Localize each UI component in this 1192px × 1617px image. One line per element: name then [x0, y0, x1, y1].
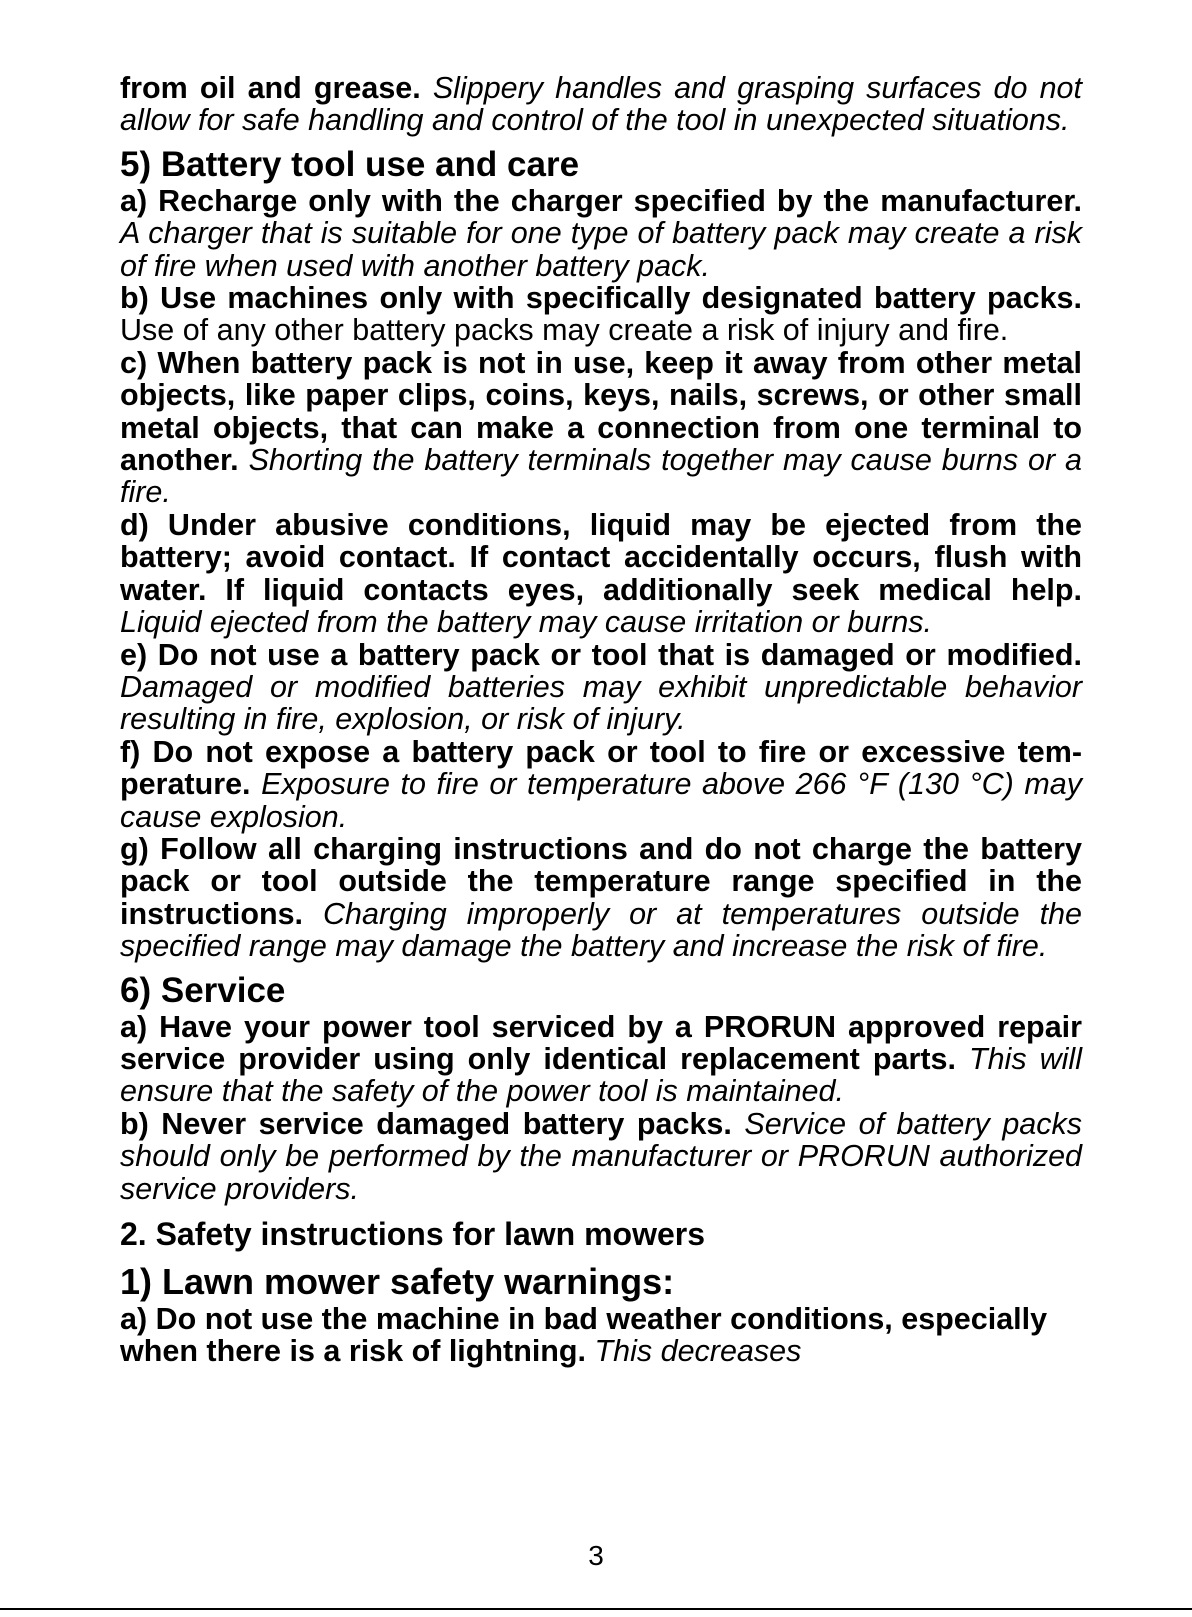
section-5-item-d: [120, 509, 1082, 639]
item-d-italic: Liquid ejected from the battery may cause irritation or burns.: [120, 605, 933, 640]
section-5-heading: 5) Battery tool use and care: [120, 144, 580, 184]
section-5-item-b: [120, 282, 1082, 347]
lawn-item-a: [120, 1303, 1082, 1368]
intro-bold: from oil and grease.: [120, 71, 421, 105]
item-e-bold: e) Do not use a battery pack or tool that is damaged or modified.: [120, 637, 1082, 672]
manual-page-body: [120, 72, 1082, 1368]
item-b-bold: b) Use machines only with specifically designated battery packs.: [120, 281, 1082, 316]
lawn-mower-warnings-heading: 1) Lawn mower safety warnings:: [120, 1261, 675, 1302]
item-g-bold: g) Follow all charging instructions and do not charge the battery pack or tool outside the temperature range specified in the instructions.: [120, 831, 1082, 931]
section-6-heading: 6) Service: [120, 970, 286, 1010]
section-6-item-a: [120, 1011, 1082, 1108]
item-c-bold: c) When battery pack is not in use, keep it away from other metal objects, like paper clips, coins, keys, nails, screws, or other small metal objects, that can make a connection from one terminal to another.: [120, 345, 1082, 478]
service-a-italic: This will ensure that the safety of the power tool is maintained.: [120, 1041, 1082, 1109]
item-d-bold: d) Under abusive conditions, liquid may be ejected from the battery; avoid contact. If contact accidentally occurs, flush with water. If liquid contacts eyes, additionally seek medical help.: [120, 507, 1082, 607]
item-b-text: Use of any other battery packs may create a risk of injury and fire.: [120, 313, 1009, 348]
item-a-italic: A charger that is suitable for one type of battery pack may create a risk of fire when used with another battery pack.: [120, 216, 1082, 283]
page-bottom-divider: [0, 1608, 1192, 1610]
item-f-italic: Exposure to fire or temperature above 266 °F (130 °C) may cause explosion.: [120, 767, 1082, 834]
section-5-item-e: [120, 639, 1082, 736]
intro-paragraph: [120, 72, 1082, 137]
page-number: 3: [588, 1540, 604, 1571]
section-5-item-f: [120, 736, 1082, 833]
section-5-item-c: [120, 347, 1082, 509]
item-f-bold: f) Do not expose a battery pack or tool to fire or excessive temperature.: [120, 734, 1082, 802]
item-a-bold: a) Recharge only with the charger specified by the manufacturer.: [120, 183, 1082, 218]
service-b-italic: Service of battery packs should only be performed by the manufacturer or PRORUN authorized service providers.: [120, 1106, 1082, 1206]
item-g-italic: Charging improperly or at temperatures outside the specified range may damage the battery and increase the risk of fire.: [120, 896, 1082, 964]
section-6-item-b: [120, 1108, 1082, 1205]
intro-italic: Slippery handles and grasping surfaces do not allow for safe handling and control of the tool in unexpected situations.: [120, 71, 1082, 138]
section-5-item-a: [120, 185, 1082, 282]
chapter-2-heading: 2. Safety instructions for lawn mowers: [120, 1216, 706, 1252]
lawn-a-bold: a) Do not use the machine in bad weather conditions, especially when there is a risk of lightning.: [120, 1302, 1048, 1369]
section-5-item-g: [120, 833, 1082, 963]
service-b-bold: b) Never service damaged battery packs.: [120, 1106, 732, 1141]
item-c-italic: Shorting the battery terminals together may cause burns or a fire.: [120, 443, 1082, 510]
item-e-italic: Damaged or modified batteries may exhibit unpredictable behavior resulting in fire, explosion, or risk of injury.: [120, 669, 1082, 737]
lawn-a-italic: This decreases: [594, 1334, 802, 1369]
service-a-bold: a) Have your power tool serviced by a PRORUN approved repair service provider using only identical replacement parts.: [120, 1009, 1082, 1076]
